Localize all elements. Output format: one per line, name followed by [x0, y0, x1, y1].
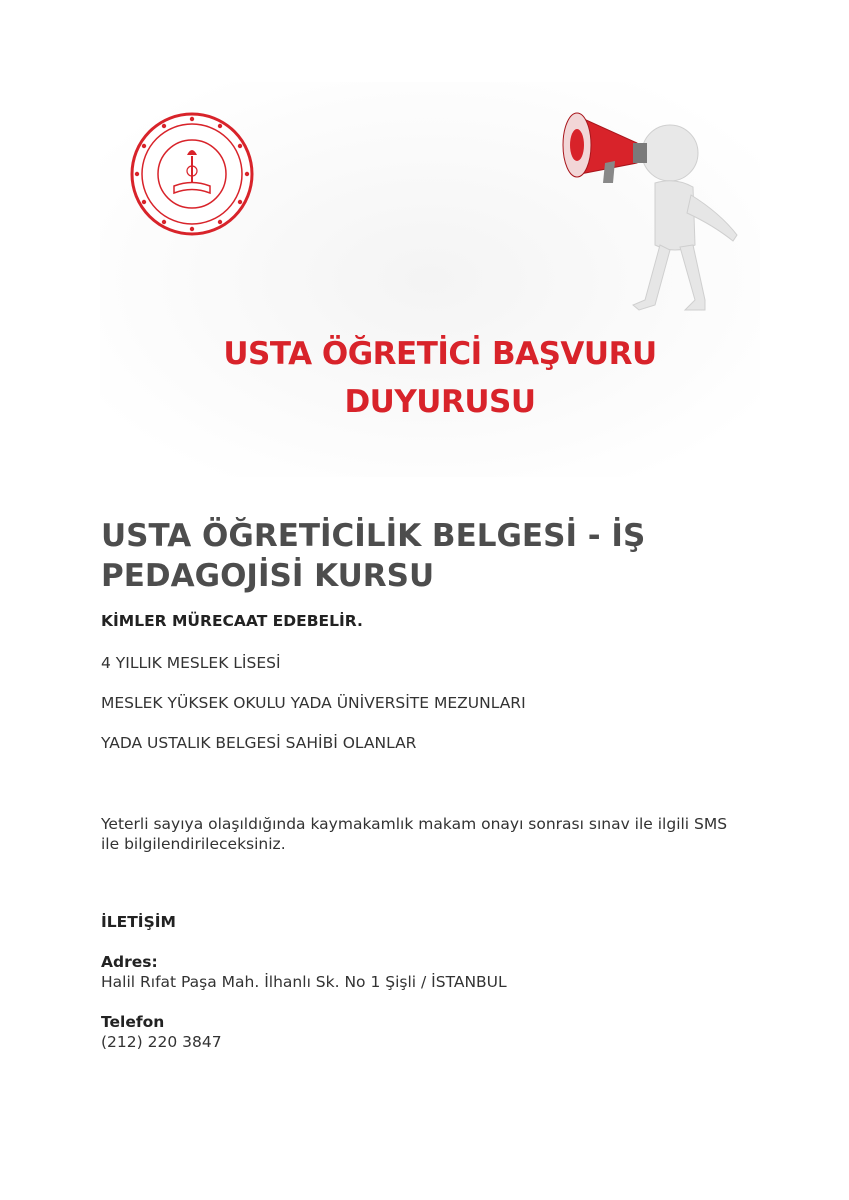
requirement-item: 4 YILLIK MESLEK LİSESİ — [101, 654, 281, 672]
eligibility-heading: KİMLER MÜRECAAT EDEBELİR. — [101, 612, 363, 630]
address-value: Halil Rıfat Paşa Mah. İlhanlı Sk. No 1 Şişli / İSTANBUL — [101, 973, 507, 991]
banner-title-line1: USTA ÖĞRETİCİ BAŞVURU — [223, 336, 657, 372]
info-paragraph: Yeterli sayıya olaşıldığında kaymakamlık makam onayı sonrası sınav ile ilgili SMS ile bilgilendirileceksiniz. — [101, 815, 728, 853]
banner-title-line2: DUYURUSU — [344, 384, 536, 420]
requirement-item: YADA USTALIK BELGESİ SAHİBİ OLANLAR — [101, 734, 417, 752]
phone-value: (212) 220 3847 — [101, 1033, 222, 1051]
page-title: USTA ÖĞRETİCİLİK BELGESİ - İŞ PEDAGOJİSİ KURSU — [101, 518, 646, 594]
address-label: Adres: — [101, 953, 158, 971]
megaphone-figure-icon — [545, 95, 755, 330]
ministry-seal-icon — [129, 111, 255, 237]
phone-label: Telefon — [101, 1013, 165, 1031]
requirement-item: MESLEK YÜKSEK OKULU YADA ÜNİVERSİTE MEZUNLARI — [101, 694, 526, 712]
contact-heading: İLETİŞİM — [101, 913, 176, 931]
